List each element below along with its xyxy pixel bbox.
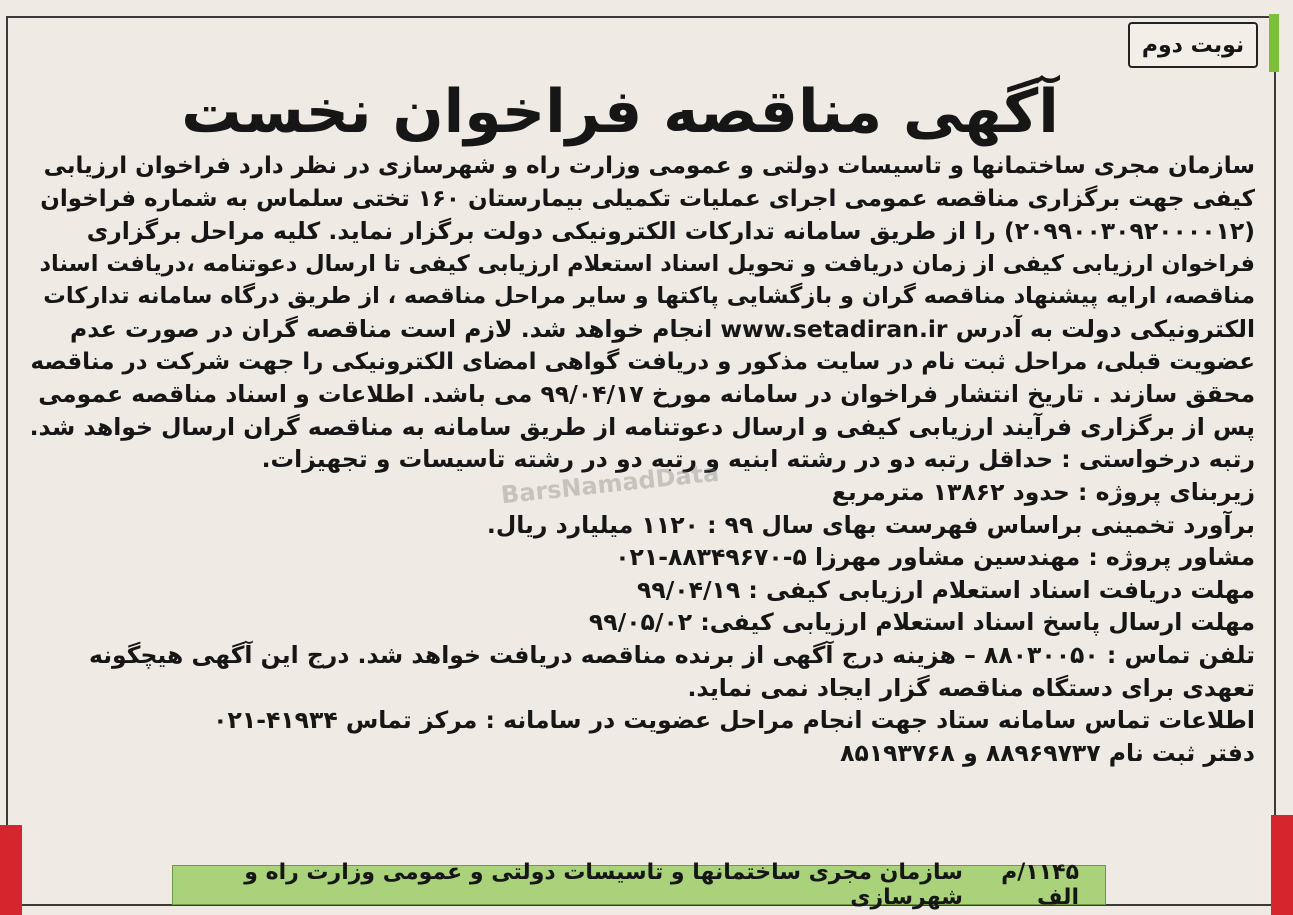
body-line: عضویت قبلی، مراحل ثبت نام در سایت مذکور و دریافت گواهی امضای الکترونیکی را جهت شرکت در مناقصه	[30, 348, 1255, 375]
required-grade-line: رتبه درخواستی : حداقل رتبه دو در رشته ابنیه و رتبه دو در رشته تاسیسات و تجهیزات.	[261, 445, 1255, 474]
body-line: کیفی جهت برگزاری مناقصه عمومی اجرای عملیات تکمیلی بیمارستان ۱۶۰ تختی سلماس به شماره فراخوان	[40, 185, 1255, 212]
contact-phone-line: تلفن تماس : ۸۸۰۳۰۰۵۰ – هزینه درج آگهی از برنده مناقصه دریافت خواهد شد. درج این آگهی هیچگونه	[88, 640, 1255, 669]
red-corner-right	[1271, 815, 1293, 915]
body-line: مناقصه، ارایه پیشنهاد مناقصه گران و بازگشایی پاکتها و سایر مراحل مناقصه ، از طریق درگاه سامانه تدارکات	[43, 283, 1255, 310]
body-line: تعهدی برای دستگاه مناقصه گزار ایجاد نمی نماید.	[687, 673, 1255, 702]
project-area-line: زیربنای پروژه : حدود ۱۳۸۶۲ مترمربع	[831, 477, 1255, 506]
estimate-line: برآورد تخمینی براساس فهرست بهای سال ۹۹ : ۱۱۲۰ میلیارد ریال.	[486, 510, 1255, 539]
registration-office-line: دفتر ثبت نام ۸۸۹۶۹۷۳۷ و ۸۵۱۹۳۷۶۸	[840, 738, 1255, 767]
body-line: سازمان مجری ساختمانها و تاسیسات دولتی و عمومی وزارت راه و شهرسازی در نظر دارد فراخوان ارزیابی	[43, 153, 1255, 179]
footer-organization: سازمان مجری ساختمانها و تاسیسات دولتی و عمومی وزارت راه و شهرسازی	[244, 860, 963, 910]
red-corner-left	[0, 825, 22, 915]
submit-deadline-line: مهلت ارسال پاسخ اسناد استعلام ارزیابی کیفی: ۹۹/۰۵/۰۲	[588, 608, 1255, 637]
green-accent-strip	[1269, 14, 1279, 72]
round-badge: نوبت دوم	[1128, 22, 1258, 68]
body-line: (۲۰۹۹۰۰۳۰۹۲۰۰۰۰۱۲) را از طریق سامانه تدارکات الکترونیکی دولت برگزار نماید. کلیه مراحل برگزاری	[86, 217, 1255, 246]
consultant-line: مشاور پروژه : مهندسین مشاور مهرزا ۵-۸۸۳۴۹۶۷۰-۰۲۱	[615, 543, 1255, 572]
footer-code: ۱۱۴۵/م الف	[1001, 860, 1079, 910]
ad-title: آگهی مناقصه فراخوان نخست	[181, 77, 1059, 147]
setad-contact-line: اطلاعات تماس سامانه ستاد جهت انجام مراحل عضویت در سامانه : مرکز تماس ۴۱۹۳۴-۰۲۱	[213, 706, 1255, 735]
body-line: الکترونیکی دولت به آدرس www.setadiran.ir انجام خواهد شد. لازم است مناقصه گران در صورت عدم	[69, 314, 1255, 343]
ad-body	[30, 150, 1255, 769]
watermark-text: BarsNamadData	[499, 458, 721, 510]
receive-deadline-line: مهلت دریافت اسناد استعلام ارزیابی کیفی : ۹۹/۰۴/۱۹	[637, 575, 1255, 604]
body-line: فراخوان ارزیابی کیفی از زمان دریافت و تحویل اسناد استعلام ارزیابی کیفی تا ارسال دعوتنامه ،دریافت اسناد	[39, 250, 1255, 277]
footer-bar	[172, 860, 1106, 910]
body-line: محقق سازند . تاریخ انتشار فراخوان در سامانه مورخ ۹۹/۰۴/۱۷ می باشد. اطلاعات و اسناد مناقصه عمومی	[38, 380, 1255, 409]
body-line: پس از برگزاری فرآیند ارزیابی کیفی و ارسال دعوتنامه از طریق سامانه به مناقصه گران ارسال خواهد شد.	[30, 412, 1255, 441]
